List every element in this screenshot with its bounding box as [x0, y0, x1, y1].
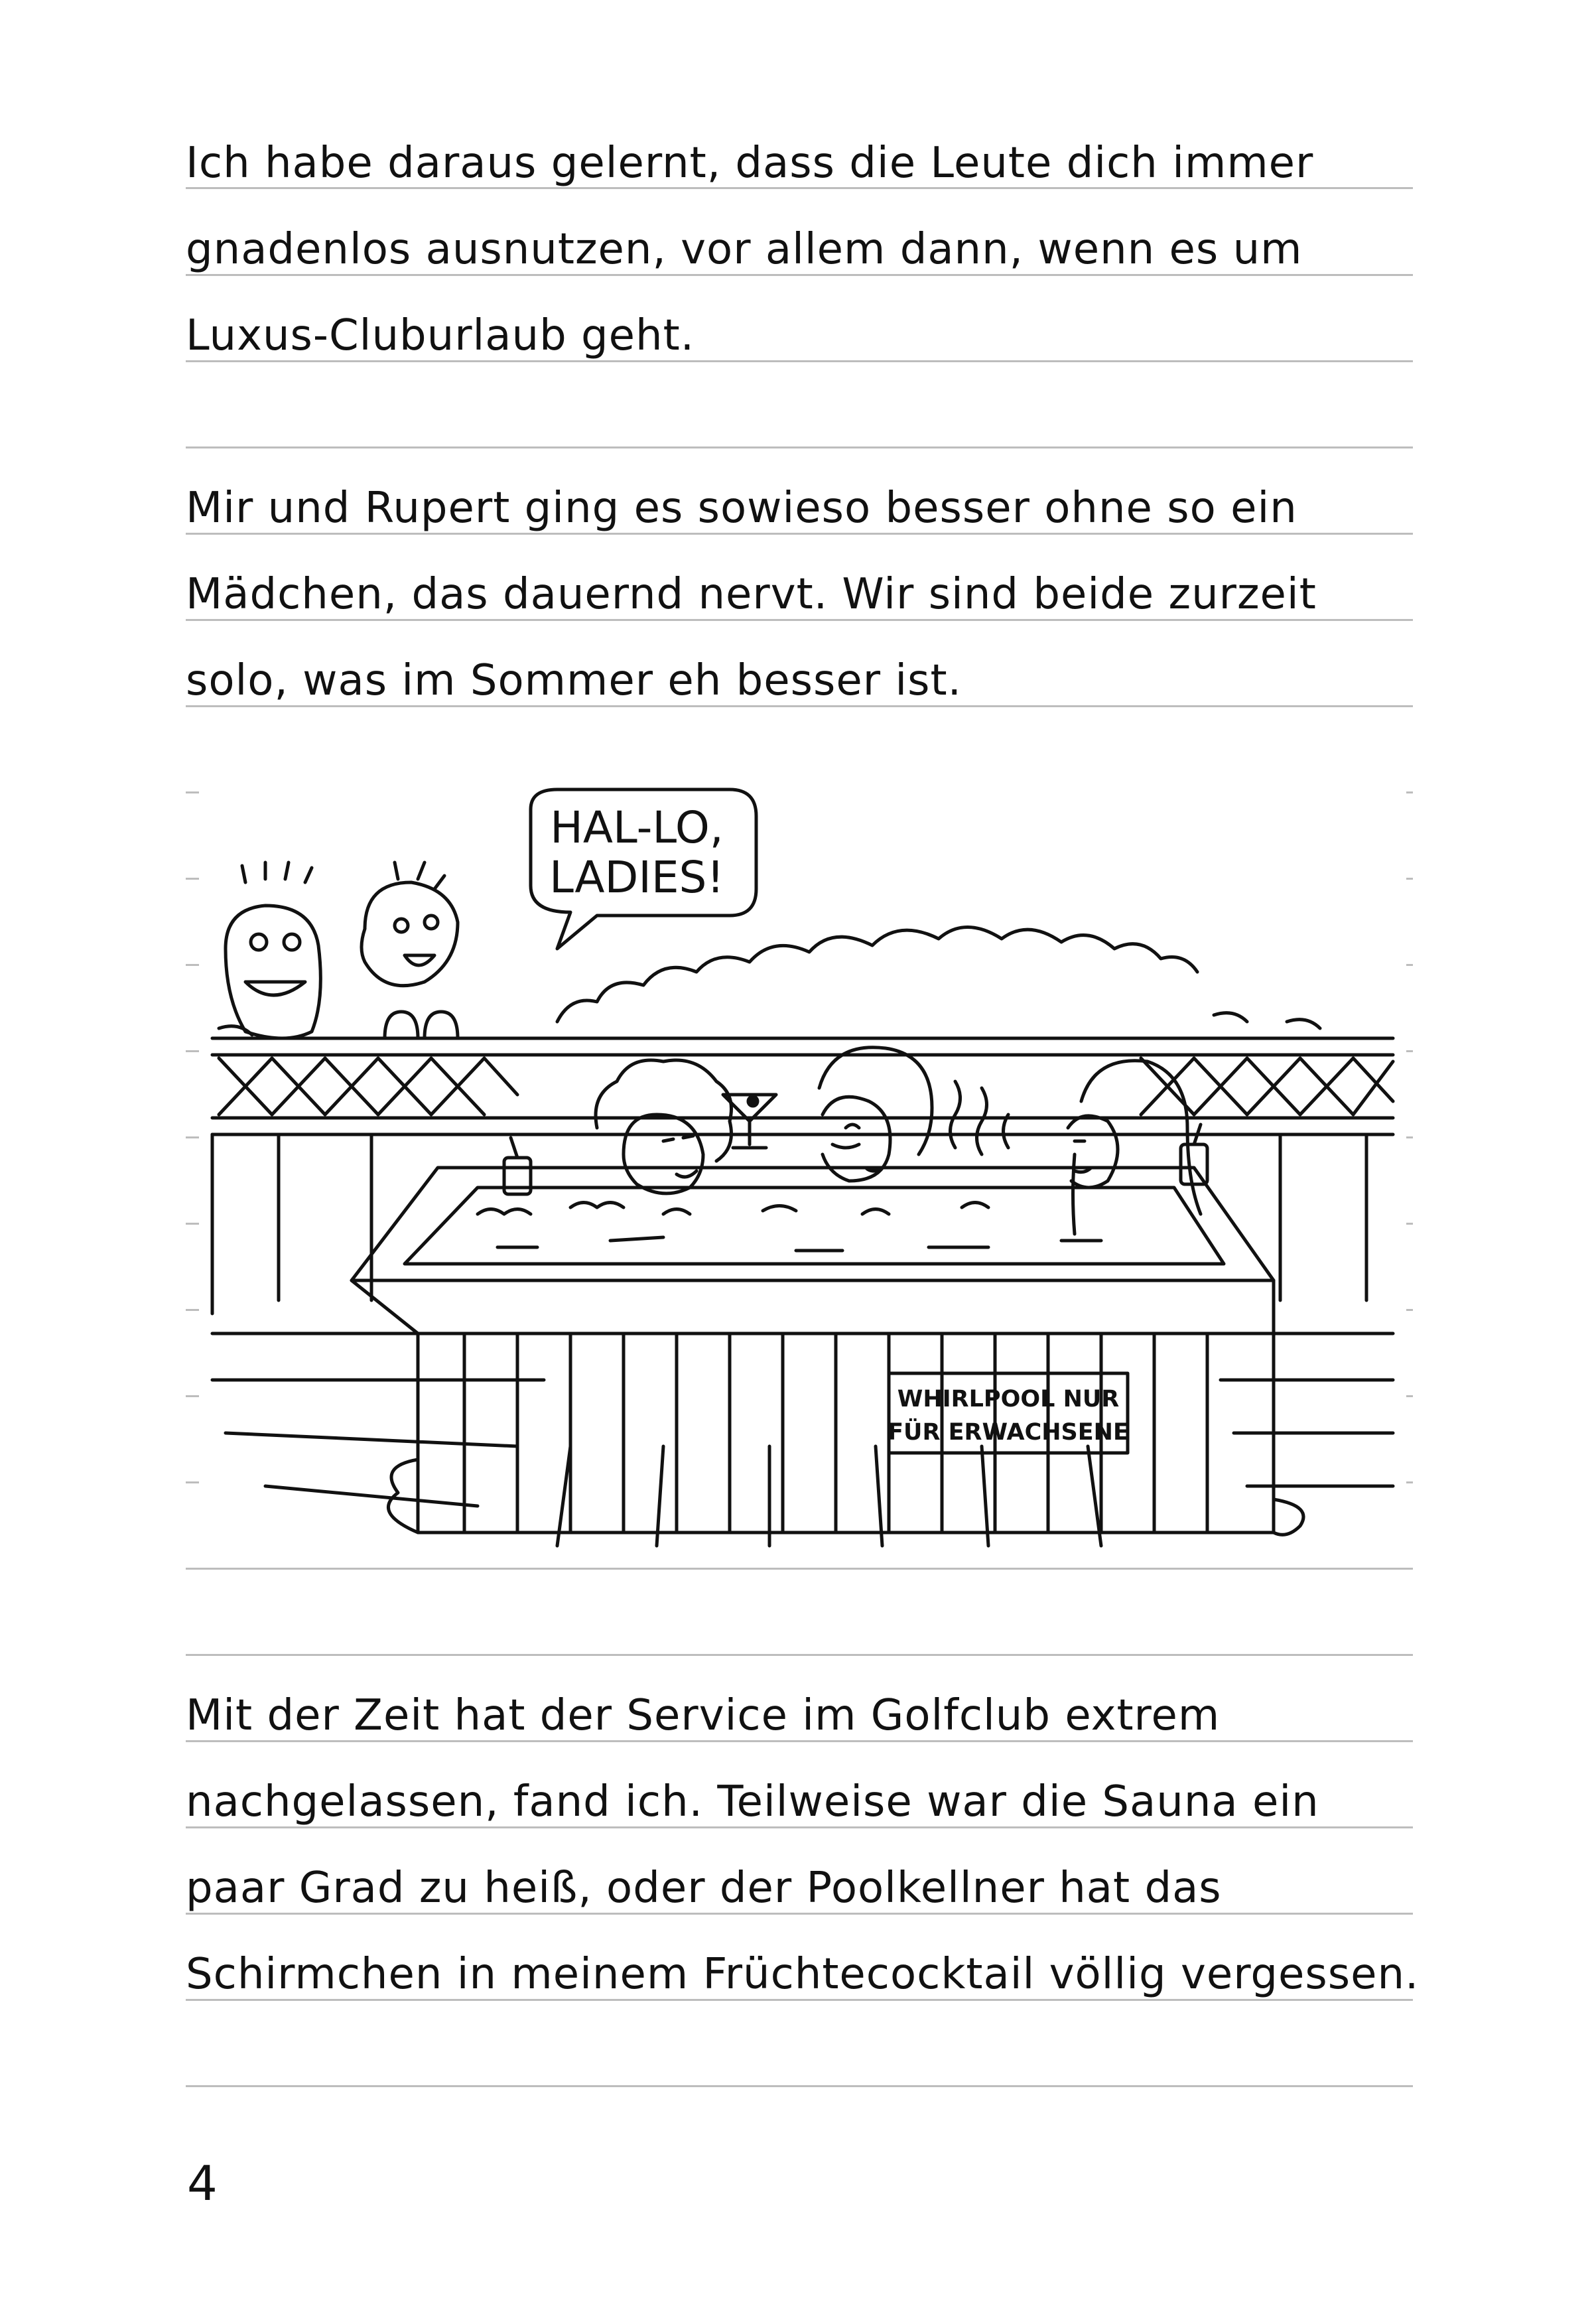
- text-line: Mädchen, das dauernd nervt. Wir sind beide zurzeit: [186, 570, 1317, 619]
- text-line: Mir und Rupert ging es sowieso besser ohne so ein: [186, 484, 1297, 533]
- text-line: nachgelassen, fand ich. Teilweise war die Sauna ein: [186, 1777, 1319, 1826]
- rule-line: [186, 2085, 1413, 2087]
- olive: [748, 1097, 758, 1106]
- rule-line: [186, 1913, 1413, 1915]
- sign-line-2: FÜR ERWACHSENE: [888, 1419, 1129, 1446]
- rule-line: [186, 1740, 1413, 1742]
- speech-bubble-line-1: HAL-LO,: [550, 802, 724, 853]
- text-line: Schirmchen in meinem Früchtecocktail völlig vergessen.: [186, 1950, 1420, 1999]
- hot-tub-illustration: [199, 783, 1406, 1552]
- text-line: Luxus-Cluburlaub geht.: [186, 311, 695, 360]
- text-line: paar Grad zu heiß, oder der Poolkellner hat das: [186, 1864, 1222, 1913]
- rule-line: [186, 1568, 1413, 1570]
- rule-line: [186, 533, 1413, 535]
- text-line: gnadenlos ausnutzen, vor allem dann, wenn es um: [186, 225, 1303, 274]
- rule-line: [186, 1999, 1413, 2001]
- rule-line: [186, 274, 1413, 276]
- sign-line-1: WHIRLPOOL NUR: [897, 1386, 1120, 1412]
- text-line: solo, was im Sommer eh besser ist.: [186, 656, 962, 705]
- rule-line: [186, 1826, 1413, 1828]
- rule-line: [186, 619, 1413, 621]
- text-line: Ich habe daraus gelernt, dass die Leute dich immer: [186, 139, 1314, 188]
- page-number: 4: [187, 2155, 218, 2211]
- rule-line: [186, 705, 1413, 707]
- rule-line: [186, 446, 1413, 448]
- rule-line: [186, 1654, 1413, 1656]
- speech-bubble-line-2: LADIES!: [549, 852, 724, 903]
- rule-line: [186, 360, 1413, 362]
- text-line: Mit der Zeit hat der Service im Golfclub extrem: [186, 1691, 1221, 1740]
